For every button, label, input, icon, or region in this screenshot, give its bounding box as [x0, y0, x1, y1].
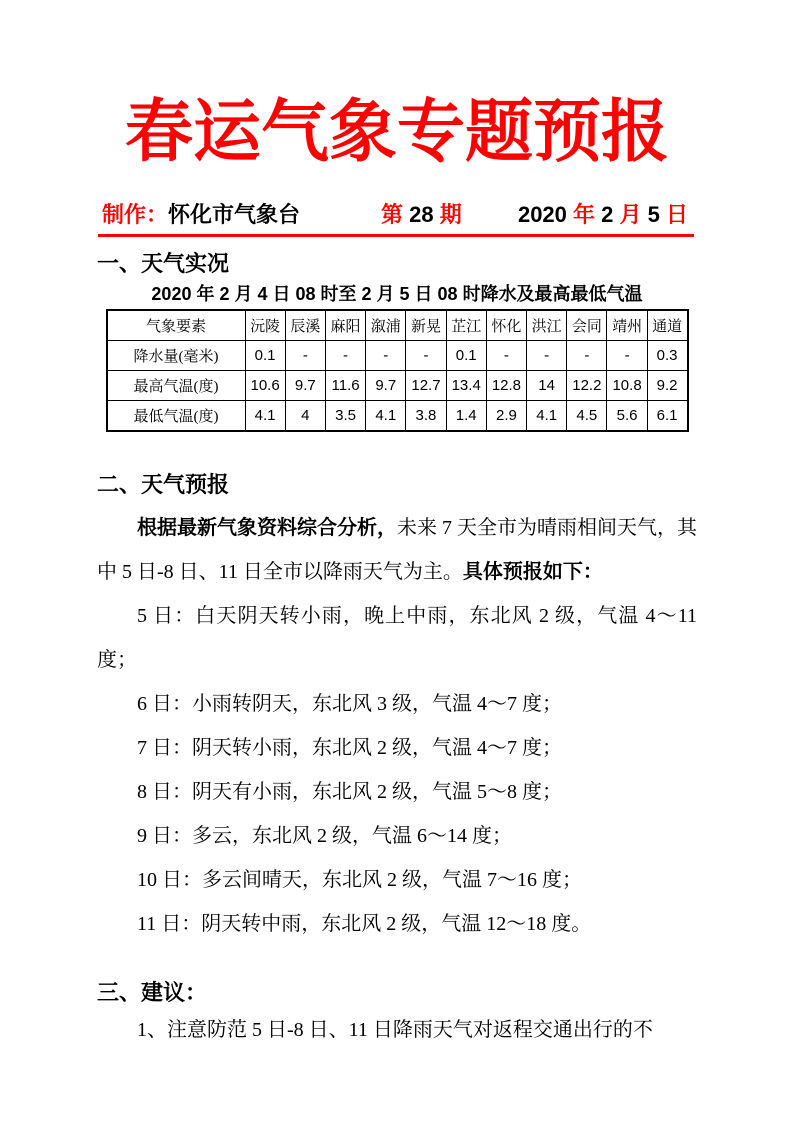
table-header-cell: 怀化: [486, 310, 526, 341]
byline: [97, 200, 697, 230]
forecast-intro-run: 根据最新气象资料综合分析，: [137, 517, 397, 539]
table-value-cell: 4.1: [245, 401, 285, 432]
forecast-intro-run: 未来 7 天全市为晴雨相间天气，其中 5 日-8 日、11 日全市以降雨天气为主。: [97, 517, 697, 583]
table-value-cell: 9.2: [647, 371, 687, 401]
table-value-cell: 13.4: [446, 371, 486, 401]
byline-maker-label: 制作：: [102, 202, 169, 227]
table-header-cell: 洪江: [527, 310, 567, 341]
table-value-cell: 4.5: [567, 401, 607, 432]
forecast-day-item: 7 日：阴天转小雨，东北风 2 级，气温 4～7 度；: [137, 737, 562, 759]
table-header-cell: 新晃: [406, 310, 446, 341]
byline-text-run: 第: [381, 202, 410, 227]
table-value-cell: -: [325, 341, 365, 371]
byline-date: [518, 200, 688, 230]
byline-text-run: 月: [619, 202, 648, 227]
table-header-cell: 芷江: [446, 310, 486, 341]
observation-table-title: 2020 年 2 月 4 日 08 时至 2 月 5 日 08 时降水及最高最低气温: [151, 284, 643, 304]
table-row-label: 降水量(毫米): [107, 341, 246, 371]
table-row: [107, 371, 688, 401]
forecast-item-list: [97, 594, 697, 946]
table-header-cell: 通道: [647, 310, 687, 341]
table-value-cell: -: [607, 341, 647, 371]
table-header-cell: 会同: [567, 310, 607, 341]
table-value-cell: 1.4: [446, 401, 486, 432]
observation-table: [106, 309, 689, 432]
table-value-cell: 12.8: [486, 371, 526, 401]
forecast-day-item: 6 日：小雨转阴天，东北风 3 级，气温 4～7 度；: [137, 693, 562, 715]
table-value-cell: 5.6: [607, 401, 647, 432]
table-value-cell: 12.7: [406, 371, 446, 401]
forecast-day-item: 10 日：多云间晴天，东北风 2 级，气温 7～16 度；: [137, 869, 582, 891]
forecast-day-item: 8 日：阴天有小雨，东北风 2 级，气温 5～8 度；: [137, 781, 562, 803]
red-divider-line: [98, 234, 694, 237]
table-body: [107, 341, 688, 432]
byline-text-run: 2020: [517, 202, 574, 227]
forecast-intro-run: 具体预报如下：: [462, 561, 603, 583]
table-header-cell: 溆浦: [366, 310, 406, 341]
table-value-cell: -: [406, 341, 446, 371]
section-heading-suggestions: 三、建议：: [97, 980, 208, 1005]
table-header-cell: 辰溪: [285, 310, 325, 341]
table-header-cell: 气象要素: [107, 310, 246, 341]
table-value-cell: -: [486, 341, 526, 371]
forecast-day-item: 9 日：多云，东北风 2 级，气温 6～14 度；: [137, 825, 512, 847]
table-row: [107, 401, 688, 432]
table-value-cell: 3.8: [406, 401, 446, 432]
table-value-cell: 9.7: [366, 371, 406, 401]
table-row-label: 最高气温(度): [107, 371, 246, 401]
table-value-cell: 3.5: [325, 401, 365, 432]
page-title: 春运气象专题预报: [124, 94, 669, 170]
table-value-cell: 11.6: [325, 371, 365, 401]
table-value-cell: 0.1: [446, 341, 486, 371]
table-row: [107, 341, 688, 371]
table-value-cell: 2.9: [486, 401, 526, 432]
byline-issue-number: [381, 200, 462, 230]
byline-maker-value: 怀化市气象台: [168, 202, 301, 227]
forecast-intro-paragraph: [97, 506, 697, 594]
table-value-cell: 14: [527, 371, 567, 401]
table-value-cell: 10.6: [245, 371, 285, 401]
byline-text-run: 2: [601, 202, 620, 227]
table-value-cell: 9.7: [285, 371, 325, 401]
table-value-cell: 12.2: [567, 371, 607, 401]
table-value-cell: -: [285, 341, 325, 371]
table-value-cell: 0.1: [245, 341, 285, 371]
table-row-label: 最低气温(度): [107, 401, 246, 432]
table-header-row: [107, 310, 688, 341]
table-header-cell: 沅陵: [245, 310, 285, 341]
table-header-cell: 靖州: [607, 310, 647, 341]
table-value-cell: 4: [285, 401, 325, 432]
table-value-cell: 6.1: [647, 401, 687, 432]
forecast-day-item: 5 日：白天阴天转小雨，晚上中雨，东北风 2 级，气温 4～11 度；: [97, 605, 697, 671]
section-heading-observation: 一、天气实况: [97, 251, 230, 276]
suggestion-item-list: [97, 1008, 697, 1052]
byline-text-run: 5: [647, 202, 666, 227]
table-value-cell: -: [527, 341, 567, 371]
table-value-cell: 0.3: [647, 341, 687, 371]
table-value-cell: 4.1: [366, 401, 406, 432]
suggestion-item: 1、注意防范 5 日-8 日、11 日降雨天气对返程交通出行的不: [137, 1019, 653, 1041]
byline-maker: [102, 200, 300, 230]
byline-text-run: 期: [433, 202, 462, 227]
table-value-cell: -: [366, 341, 406, 371]
byline-text-run: 28: [409, 202, 434, 227]
table-value-cell: 10.8: [607, 371, 647, 401]
section-heading-forecast: 二、天气预报: [97, 472, 230, 497]
table-value-cell: 4.1: [527, 401, 567, 432]
table-value-cell: -: [567, 341, 607, 371]
byline-text-run: 年: [573, 202, 602, 227]
byline-text-run: 日: [665, 202, 688, 227]
forecast-day-item: 11 日：阴天转中雨，东北风 2 级，气温 12～18 度。: [137, 913, 592, 935]
table-header-cell: 麻阳: [325, 310, 365, 341]
